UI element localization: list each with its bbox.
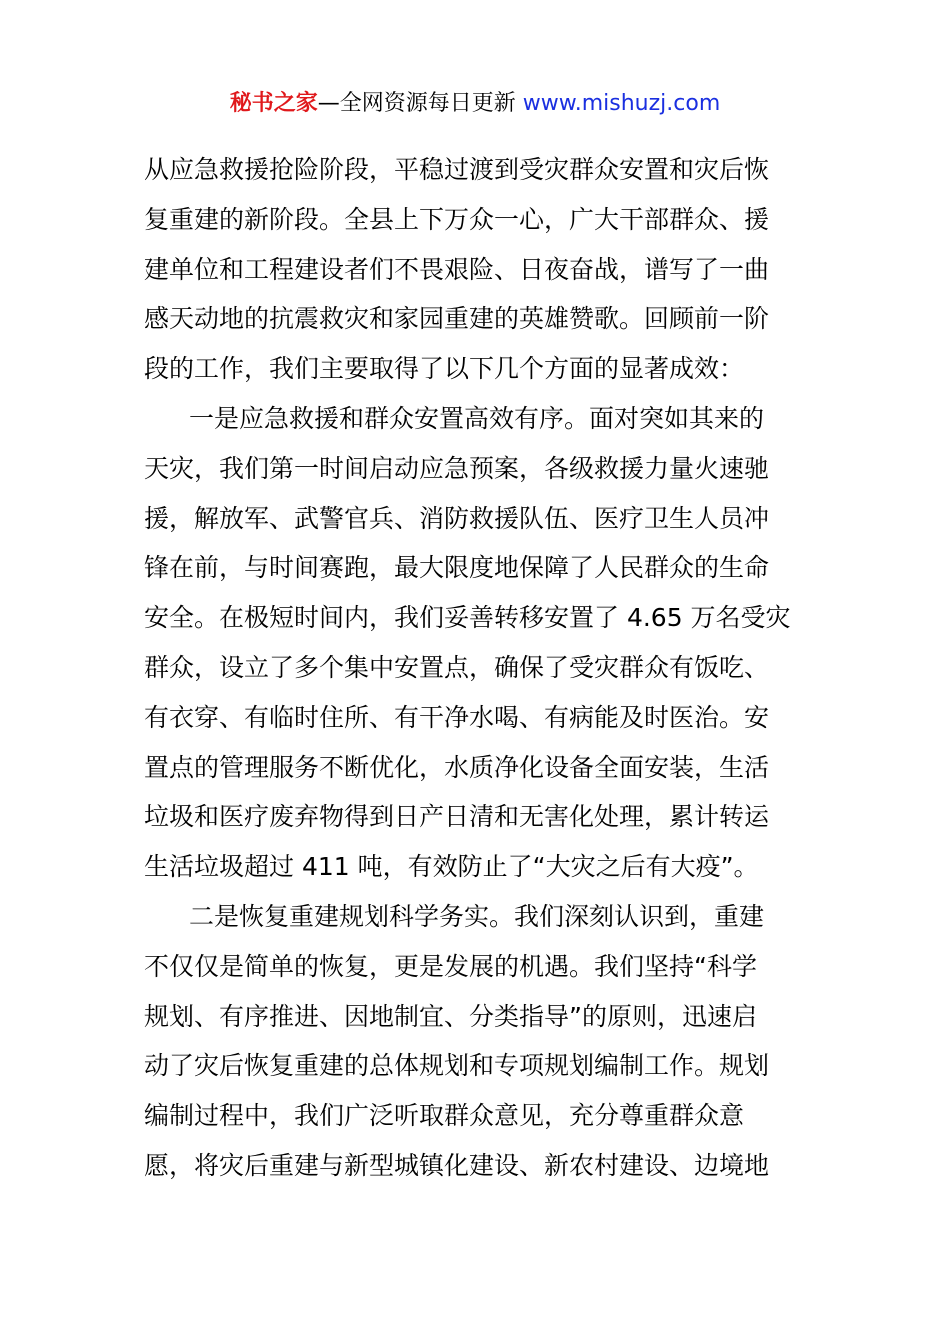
header-dash: —: [317, 91, 340, 116]
text-line: 感天动地的抗震救灾和家园重建的英雄赞歌。回顾前一阶: [144, 304, 770, 334]
text-line: 不仅仅是简单的恢复，更是发展的机遇。我们坚持“科学: [144, 951, 757, 981]
text-line: 段的工作，我们主要取得了以下几个方面的显著成效：: [144, 354, 745, 384]
text-line: 群众，设立了多个集中安置点，确保了受灾群众有饭吃、: [144, 652, 770, 682]
document-body: [144, 145, 814, 1191]
text-line: 置点的管理服务不断优化，水质净化设备全面安装，生活: [144, 752, 770, 782]
paragraph-start-line: 二是恢复重建规划科学务实。我们深刻认识到，重建: [189, 901, 765, 931]
text-line: 生活垃圾超过 411 吨，有效防止了“大灾之后有大疫”。: [144, 852, 759, 882]
paragraph-start-line: 一是应急救援和群众安置高效有序。面对突如其来的: [189, 403, 765, 433]
header-tagline: 全网资源每日更新: [339, 91, 523, 116]
site-url-link[interactable]: www.mishuzj.com: [522, 91, 721, 116]
text-line: 动了灾后恢复重建的总体规划和专项规划编制工作。规划: [144, 1051, 770, 1081]
page-header: [0, 88, 950, 120]
text-line: 从应急救援抢险阶段，平稳过渡到受灾群众安置和灾后恢: [144, 155, 770, 184]
site-brand: 秘书之家: [229, 91, 318, 116]
text-line: 安全。在极短时间内，我们妥善转移安置了 4.65 万名受灾: [144, 603, 791, 633]
text-line: 建单位和工程建设者们不畏艰险、日夜奋战，谱写了一曲: [144, 254, 770, 284]
text-line: 锋在前，与时间赛跑，最大限度地保障了人民群众的生命: [144, 553, 770, 583]
text-line: 援，解放军、武警官兵、消防救援队伍、医疗卫生人员冲: [144, 503, 770, 533]
text-line: 规划、有序推进、因地制宜、分类指导”的原则，迅速启: [144, 1001, 757, 1031]
text-line: 编制过程中，我们广泛听取群众意见，充分尊重群众意: [144, 1101, 745, 1131]
text-line: 垃圾和医疗废弃物得到日产日清和无害化处理，累计转运: [144, 802, 770, 832]
text-line: 复重建的新阶段。全县上下万众一心，广大干部群众、援: [144, 204, 770, 234]
text-line: 愿，将灾后重建与新型城镇化建设、新农村建设、边境地: [144, 1150, 770, 1180]
text-line: 有衣穿、有临时住所、有干净水喝、有病能及时医治。安: [144, 702, 770, 732]
text-line: 天灾，我们第一时间启动应急预案，各级救援力量火速驰: [144, 453, 770, 483]
